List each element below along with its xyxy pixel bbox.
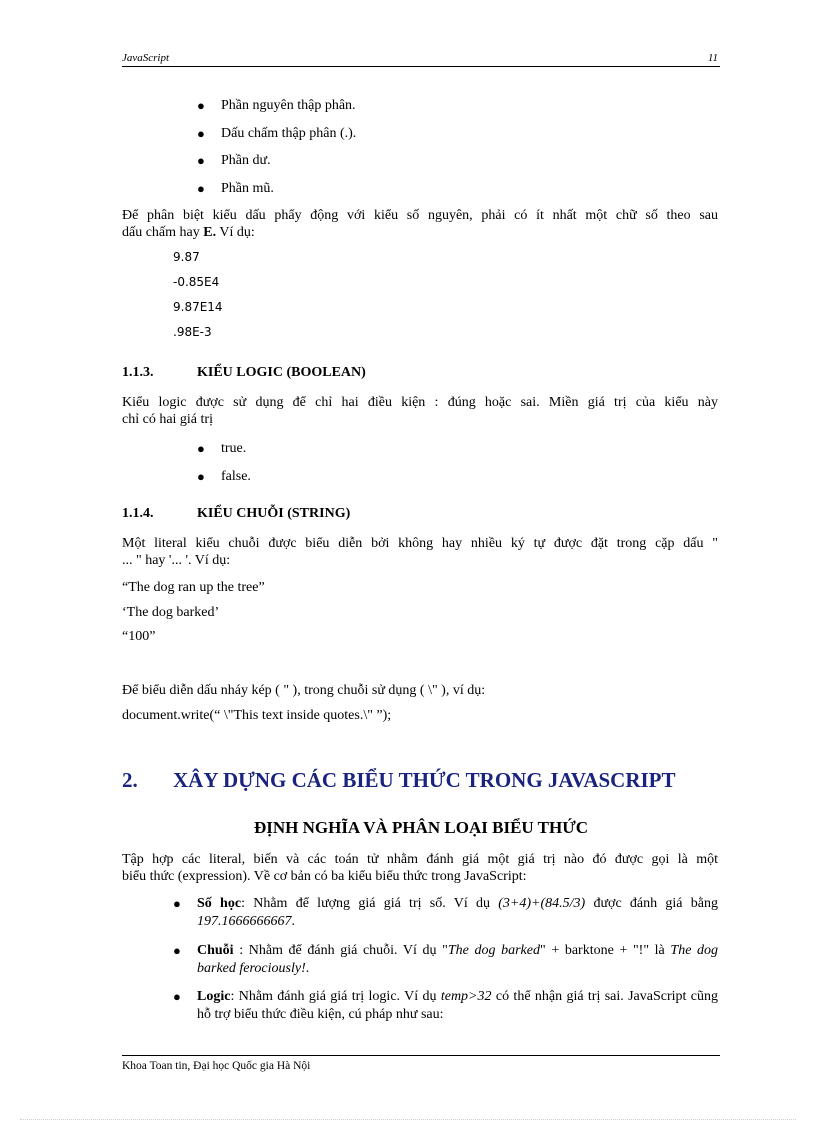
example-line: “The dog ran up the tree” [122, 580, 265, 595]
section-title: KIỂU LOGIC (BOOLEAN) [197, 365, 366, 380]
section-title: KIỂU CHUỖI (STRING) [197, 506, 351, 521]
page-footer: Khoa Toan tin, Đại học Quốc gia Hà Nội [122, 1055, 720, 1072]
document-page: JavaScript 11 ● Phần nguyên thập phân. ● Dấu chấm thập phân (.). ● Phần dư. ● Phần mũ. Để phân biệt kiểu dấu phẩy động với kiểu số nguyên, phải có ít nhất một chữ số theo sau dấu chấm hay E. Ví dụ: 9.87 -0.85E4 9.87E14 .98E-3 1.1.3. KIỂU LOGIC (BOOLEAN) Kiểu logic được sử dụng để chỉ hai điều kiện : đúng hoặc sai. Miền giá trị của kiểu này chỉ có hai giá trị ● true. ● false. 1.1.4. KIỂU CHUỖI (STRING) Một literal kiểu chuỗi được biểu diễn bởi không hay nhiều ký tự được đặt trong cặp dấu " ... " hay '... '. Ví dụ: “The dog ran up the tree” ‘The dog barked’ “100” Để biểu diễn dấu nháy kép ( " ), trong chuỗi sử dụng ( \" ), ví dụ: document.write(“ \"This text inside quotes.\" ”); 2. XÂY DỰNG CÁC BIỂU THỨC TRONG JAVASCRIPT ĐỊNH NGHĨA VÀ PHÂN LOẠI BIỂU THỨC Tập hợp các literal, biến và các toán tử nhằm đánh giá một giá trị nào đó được gọi là một biểu thức (expression). Về cơ bản có ba kiểu biểu thức trong JavaScript: ● Số học: Nhằm để lượng giá giá trị số. Ví dụ (3+4)+(84.5/3) được đánh giá bằng 197.1666666667. ● Chuỗi : Nhằm để đánh giá chuỗi. Ví dụ "The dog barked" + barktone + "!" là The dog barked ferociously!. ● Logic: Nhằm đánh giá giá trị logic. Ví dụ temp>32 có thể nhận giá trị sai. JavaScript cũng hỗ trợ biểu thức điều kiện, cú pháp như sau: Khoa Toan tin, Đại học Quốc gia Hà Nội [0, 0, 816, 1123]
code-line: document.write(“ \"This text inside quotes.\" ”); [122, 708, 392, 723]
code-line: 9.87 [173, 250, 200, 264]
section-number: 1.1.3. [122, 365, 154, 380]
list-item: ● Chuỗi : Nhằm để đánh giá chuỗi. Ví dụ "The dog barked" + barktone + "!" là The dog barked ferociously!. [173, 943, 719, 976]
bullet-icon: ● [173, 989, 181, 1004]
example-line: “100” [122, 629, 156, 644]
header-title: JavaScript [122, 52, 170, 64]
example-line: ‘The dog barked’ [122, 605, 220, 620]
code-line: .98E-3 [173, 325, 212, 339]
paragraph: Một literal kiểu chuỗi được biểu diễn bởi không hay nhiều ký tự được đặt trong cặp dấu " ... " hay '... '. Ví dụ: [122, 536, 718, 568]
code-line: -0.85E4 [173, 275, 220, 289]
chapter-number: 2. [122, 768, 138, 792]
bullet-icon: ● [197, 469, 205, 484]
chapter-title: XÂY DỰNG CÁC BIỂU THỨC TRONG JAVASCRIPT [173, 768, 676, 792]
paragraph: Để biểu diễn dấu nháy kép ( " ), trong chuỗi sử dụng ( \" ), ví dụ: [122, 683, 486, 698]
section-number: 1.1.4. [122, 506, 154, 521]
subsection-title: ĐỊNH NGHĨA VÀ PHÂN LOẠI BIỂU THỨC [253, 818, 589, 837]
paragraph: Để phân biệt kiểu dấu phẩy động với kiểu số nguyên, phải có ít nhất một chữ số theo sau dấu chấm hay E. Ví dụ: [122, 208, 718, 240]
page-edge-divider [20, 1119, 796, 1120]
bullet-icon: ● [197, 98, 205, 113]
bullet-icon: ● [197, 126, 205, 141]
paragraph: Tập hợp các literal, biến và các toán tử nhằm đánh giá một giá trị nào đó được gọi là một biểu thức (expression). Về cơ bản có ba kiểu biểu thức trong JavaScript: [122, 852, 718, 884]
page-number: 11 [707, 52, 718, 64]
bullet-icon: ● [197, 181, 205, 196]
bullet-icon: ● [173, 896, 181, 911]
code-line: 9.87E14 [173, 300, 223, 314]
bullet-icon: ● [173, 943, 181, 958]
list-item: ● Logic: Nhằm đánh giá giá trị logic. Ví dụ temp>32 có thể nhận giá trị sai. JavaScript cũng hỗ trợ biểu thức điều kiện, cú pháp như sau: [173, 989, 718, 1022]
paragraph: Kiểu logic được sử dụng để chỉ hai điều kiện : đúng hoặc sai. Miền giá trị của kiểu này chỉ có hai giá trị [122, 395, 718, 427]
list-item: ● Số học: Nhằm để lượng giá giá trị số. Ví dụ (3+4)+(84.5/3) được đánh giá bằng 197.1666666667. [173, 896, 718, 929]
bullet-icon: ● [197, 441, 205, 456]
page-header [122, 52, 720, 67]
bullet-icon: ● [197, 153, 205, 168]
